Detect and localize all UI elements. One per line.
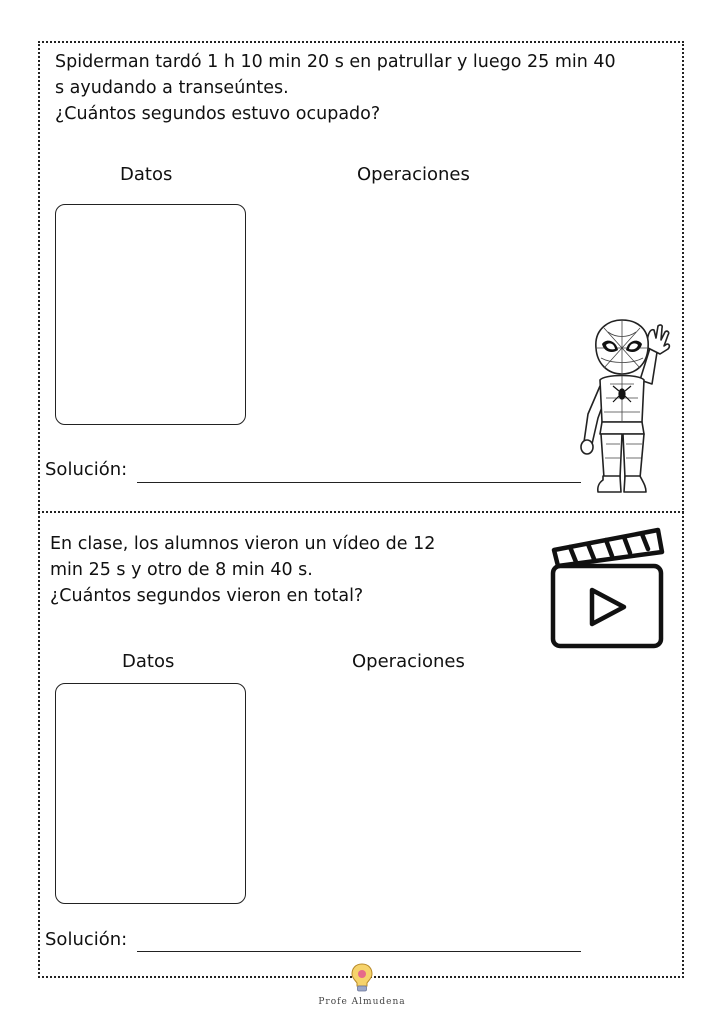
operaciones-label: Operaciones <box>352 651 465 672</box>
problem-1-statement-line-1: Spiderman tardó 1 h 10 min 20 s en patrullar y luego 25 min 40 <box>55 52 616 72</box>
problem-1-statement-line-2: s ayudando a transeúntes. <box>55 78 289 98</box>
spiderman-illustration <box>570 318 675 496</box>
footer-brand: Profe Almudena <box>318 997 406 1007</box>
problem-2-statement-line-1: En clase, los alumnos vieron un vídeo de 12 <box>50 534 436 554</box>
datos-label: Datos <box>122 651 175 672</box>
problem-2-statement-line-2: min 25 s y otro de 8 min 40 s. <box>50 560 313 580</box>
problem-1-question: ¿Cuántos segundos estuvo ocupado? <box>55 104 381 124</box>
datos-box[interactable] <box>55 683 246 904</box>
operaciones-label: Operaciones <box>357 164 470 185</box>
solucion-answer-line[interactable] <box>137 951 581 952</box>
datos-box[interactable] <box>55 204 246 425</box>
solucion-answer-line[interactable] <box>137 482 581 483</box>
problem-2-question: ¿Cuántos segundos vieron en total? <box>50 586 364 606</box>
solucion-label: Solución: <box>45 459 128 480</box>
clapperboard-play-icon <box>548 520 668 650</box>
section-divider <box>38 511 684 513</box>
datos-label: Datos <box>120 164 173 185</box>
footer-logo <box>0 962 724 998</box>
lightbulb-icon <box>350 962 374 994</box>
solucion-label: Solución: <box>45 929 128 950</box>
